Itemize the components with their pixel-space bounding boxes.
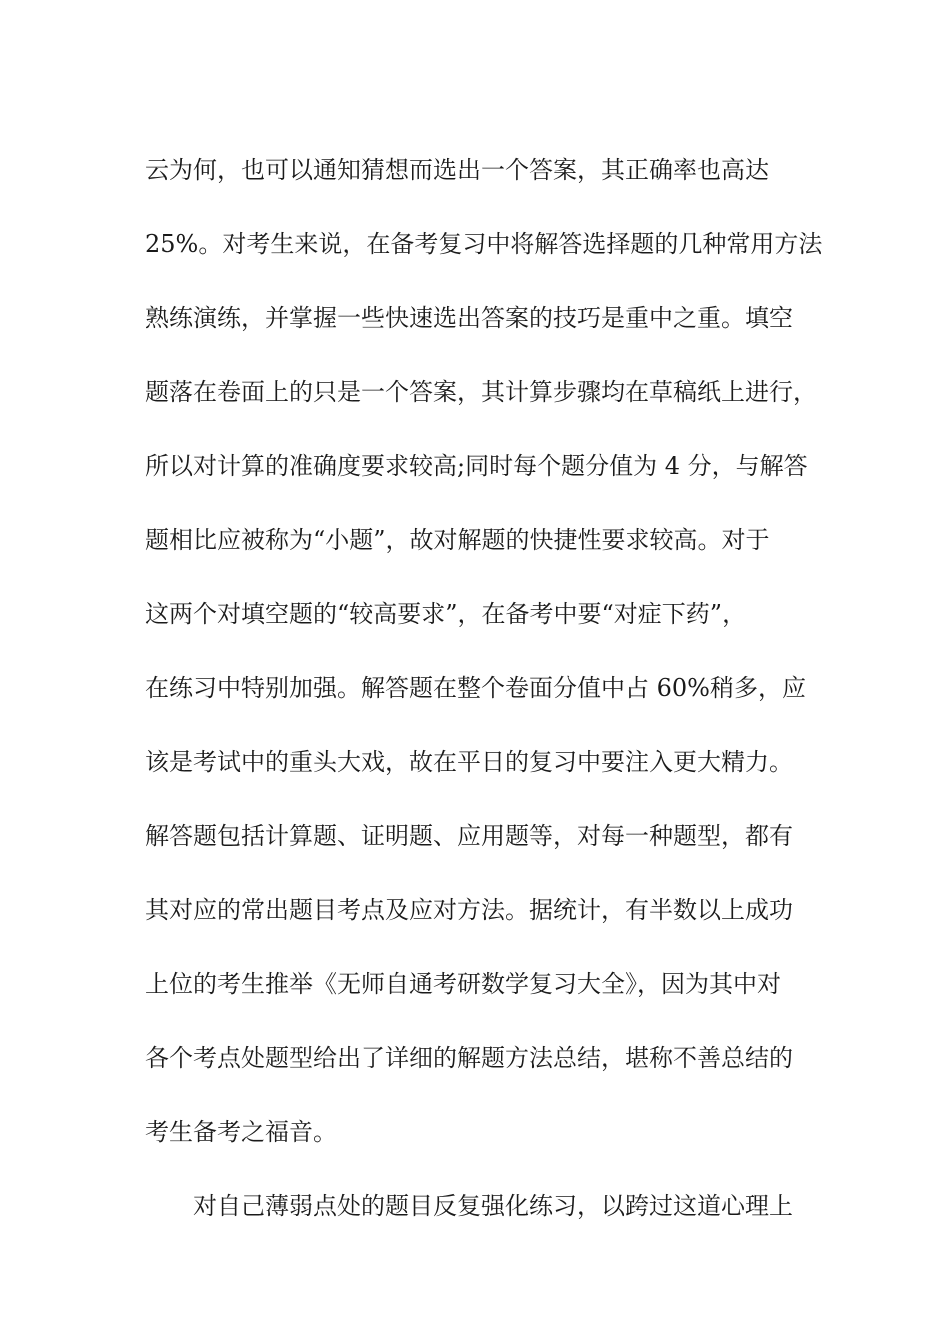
text-line: 题相比应被称为“小题”，故对解题的快捷性要求较高。对于 xyxy=(145,526,770,554)
text-line: 熟练演练，并掌握一些快速选出答案的技巧是重中之重。填空 xyxy=(145,304,793,332)
text-line: 这两个对填空题的“较高要求”，在备考中要“对症下药”， xyxy=(145,600,747,628)
text-line: 解答题包括计算题、证明题、应用题等，对每一种题型，都有 xyxy=(145,822,793,850)
text-line: 上位的考生推举《无师自通考研数学复习大全》，因为其中对 xyxy=(145,970,781,998)
body-text xyxy=(145,133,825,1243)
text-line: 云为何，也可以通知猜想而选出一个答案，其正确率也高达 xyxy=(145,156,769,184)
text-line: 其对应的常出题目考点及应对方法。据统计，有半数以上成功 xyxy=(145,896,793,924)
text-line: 在练习中特别加强。解答题在整个卷面分值中占 60%稍多，应 xyxy=(145,674,806,702)
text-line: 25%。对考生来说，在备考复习中将解答选择题的几种常用方法 xyxy=(145,230,823,258)
paragraph-first-line: 对自己薄弱点处的题目反复强化练习，以跨过这道心理上 xyxy=(193,1192,793,1220)
text-line: 题落在卷面上的只是一个答案，其计算步骤均在草稿纸上进行， xyxy=(145,378,817,406)
text-line: 所以对计算的准确度要求较高;同时每个题分值为 4 分，与解答 xyxy=(145,452,808,480)
text-line: 考生备考之福音。 xyxy=(145,1118,337,1146)
text-line: 该是考试中的重头大戏，故在平日的复习中要注入更大精力。 xyxy=(145,748,793,776)
text-line: 各个考点处题型给出了详细的解题方法总结，堪称不善总结的 xyxy=(145,1044,793,1072)
